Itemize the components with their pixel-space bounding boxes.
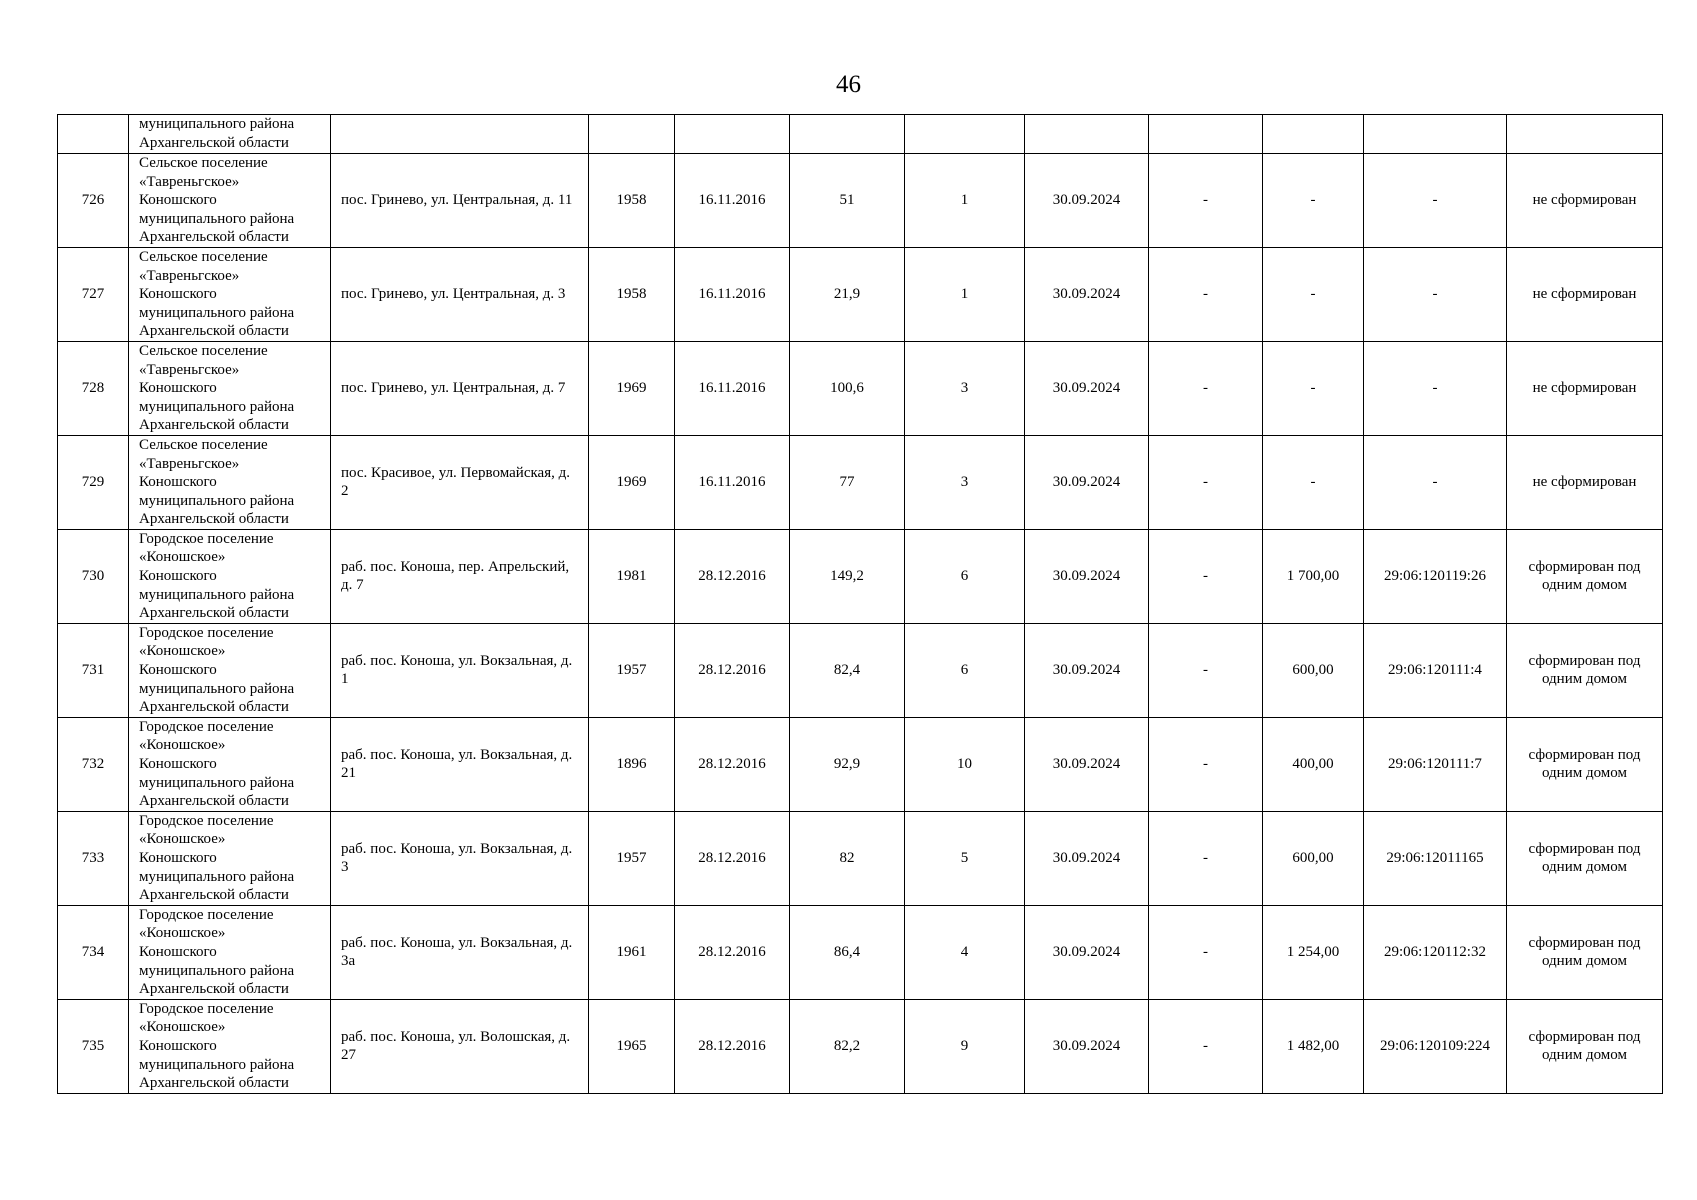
cell-address: пос. Гринево, ул. Центральная, д. 7 [331, 341, 589, 435]
cell-num: 734 [58, 905, 129, 999]
owner-line: Коношского [139, 192, 217, 209]
cell-owner [129, 623, 331, 717]
cell-area: 82,2 [790, 999, 905, 1093]
cell-year: 1957 [589, 811, 675, 905]
cell-owner [129, 115, 331, 154]
cell-deadline: 30.09.2024 [1025, 341, 1149, 435]
cell-land-area: 1 700,00 [1263, 529, 1364, 623]
cell-col9: - [1149, 247, 1263, 341]
cell-residents: 6 [905, 529, 1025, 623]
cell-land-area: 1 254,00 [1263, 905, 1364, 999]
cell-cadastral: 29:06:120109:224 [1364, 999, 1507, 1093]
owner-line: «Тавреньгское» [139, 267, 240, 284]
cell-land-area: - [1263, 341, 1364, 435]
cell-year: 1981 [589, 529, 675, 623]
table-row [58, 247, 1663, 341]
cell-num [58, 115, 129, 154]
owner-line: муниципального района [139, 116, 295, 133]
owner-line: «Коношское» [139, 925, 226, 942]
owner-line: «Коношское» [139, 643, 226, 660]
owner-line: Городское поселение [139, 906, 274, 923]
cell-cadastral: - [1364, 435, 1507, 529]
cell-recognition-date: 16.11.2016 [675, 247, 790, 341]
cell-year: 1965 [589, 999, 675, 1093]
cell-address: раб. пос. Коноша, ул. Волошская, д. 27 [331, 999, 589, 1093]
cell-col9: - [1149, 341, 1263, 435]
table-row [58, 154, 1663, 248]
cell-year: 1969 [589, 341, 675, 435]
cell-residents: 4 [905, 905, 1025, 999]
owner-line: Архангельской области [139, 605, 289, 622]
cell-cadastral: 29:06:120112:32 [1364, 905, 1507, 999]
cell-col9: - [1149, 435, 1263, 529]
cell-address: раб. пос. Коноша, ул. Вокзальная, д. 21 [331, 717, 589, 811]
owner-line: Коношского [139, 1037, 217, 1054]
owner-line: муниципального района [139, 1056, 295, 1073]
table-row [58, 717, 1663, 811]
owner-line: Архангельской области [139, 511, 289, 528]
cell-num: 732 [58, 717, 129, 811]
owner-line: «Коношское» [139, 1019, 226, 1036]
cell-recognition-date: 28.12.2016 [675, 623, 790, 717]
cell-area: 86,4 [790, 905, 905, 999]
owner-line: Сельское поселение [139, 248, 268, 265]
owner-line: «Коношское» [139, 831, 226, 848]
cell-year: 1958 [589, 247, 675, 341]
cell-land-area: - [1263, 154, 1364, 248]
owner-line: Коношского [139, 943, 217, 960]
cell-address: раб. пос. Коноша, ул. Вокзальная, д. 3 [331, 811, 589, 905]
cell-num: 729 [58, 435, 129, 529]
cell-col9: - [1149, 811, 1263, 905]
owner-line: Городское поселение [139, 1000, 274, 1017]
owner-line: Коношского [139, 756, 217, 772]
cell-deadline: 30.09.2024 [1025, 811, 1149, 905]
cell-year: 1969 [589, 435, 675, 529]
owner-line: Архангельской области [139, 323, 289, 340]
table-row [58, 811, 1663, 905]
cell-recognition-date: 28.12.2016 [675, 811, 790, 905]
cell-address: раб. пос. Коноша, пер. Апрельский, д. 7 [331, 529, 589, 623]
cell-recognition-date: 28.12.2016 [675, 905, 790, 999]
owner-line: муниципального района [139, 398, 295, 415]
cell-area: 51 [790, 154, 905, 248]
cell-residents: 3 [905, 341, 1025, 435]
cell-recognition-date: 16.11.2016 [675, 435, 790, 529]
owner-line: муниципального района [139, 868, 295, 885]
cell-num: 726 [58, 154, 129, 248]
cell-cadastral: - [1364, 341, 1507, 435]
cell-col9: - [1149, 905, 1263, 999]
cell-col9: - [1149, 154, 1263, 248]
cell-cadastral: - [1364, 154, 1507, 248]
owner-line: Городское поселение [139, 530, 274, 547]
table-row [58, 435, 1663, 529]
cell-residents: 10 [905, 717, 1025, 811]
cell-recognition-date: 28.12.2016 [675, 529, 790, 623]
cell-land-status [1507, 115, 1663, 154]
cell-land-status: сформирован под одним домом [1507, 811, 1663, 905]
owner-line: Городское поселение [139, 812, 274, 829]
owner-line: Архангельской области [139, 1075, 289, 1092]
cell-address: раб. пос. Коноша, ул. Вокзальная, д. 1 [331, 623, 589, 717]
owner-line: «Коношское» [139, 549, 226, 566]
owner-line: Сельское поселение [139, 342, 268, 359]
cell-owner [129, 247, 331, 341]
cell-cadastral: - [1364, 247, 1507, 341]
housing-registry-table [57, 114, 1663, 1094]
cell-deadline: 30.09.2024 [1025, 623, 1149, 717]
cell-residents: 3 [905, 435, 1025, 529]
cell-area [790, 115, 905, 154]
cell-owner [129, 999, 331, 1093]
cell-area: 82,4 [790, 623, 905, 717]
owner-line: Сельское поселение [139, 436, 268, 453]
cell-cadastral: 29:06:120111:4 [1364, 623, 1507, 717]
cell-address: пос. Гринево, ул. Центральная, д. 11 [331, 154, 589, 248]
cell-deadline: 30.09.2024 [1025, 999, 1149, 1093]
cell-year: 1958 [589, 154, 675, 248]
owner-line: Архангельской области [139, 417, 289, 434]
cell-land-status: сформирован под одним домом [1507, 905, 1663, 999]
owner-line: Сельское поселение [139, 155, 268, 171]
cell-col9: - [1149, 717, 1263, 811]
page-number: 46 [836, 71, 861, 98]
cell-residents: 1 [905, 154, 1025, 248]
owner-line: Архангельской области [139, 887, 289, 904]
cell-recognition-date: 16.11.2016 [675, 154, 790, 248]
owner-line: муниципального района [139, 210, 295, 227]
owner-line: Архангельской области [139, 229, 289, 246]
cell-land-area: 600,00 [1263, 811, 1364, 905]
cell-year: 1896 [589, 717, 675, 811]
cell-area: 21,9 [790, 247, 905, 341]
cell-land-status: не сформирован [1507, 341, 1663, 435]
cell-land-status: сформирован под одним домом [1507, 529, 1663, 623]
cell-residents: 1 [905, 247, 1025, 341]
cell-owner [129, 435, 331, 529]
cell-deadline: 30.09.2024 [1025, 435, 1149, 529]
cell-num: 733 [58, 811, 129, 905]
owner-line: «Коношское» [139, 737, 226, 754]
cell-col9: - [1149, 529, 1263, 623]
owner-line: Архангельской области [139, 793, 289, 810]
cell-address: пос. Гринево, ул. Центральная, д. 3 [331, 247, 589, 341]
cell-num: 727 [58, 247, 129, 341]
cell-land-area [1263, 115, 1364, 154]
cell-recognition-date: 28.12.2016 [675, 717, 790, 811]
cell-land-status: сформирован под одним домом [1507, 623, 1663, 717]
owner-line: Коношского [139, 849, 217, 866]
cell-col9 [1149, 115, 1263, 154]
owner-line: Городское поселение [139, 718, 274, 735]
owner-line: муниципального района [139, 680, 295, 697]
cell-owner [129, 529, 331, 623]
cell-area: 92,9 [790, 717, 905, 811]
cell-recognition-date: 16.11.2016 [675, 341, 790, 435]
cell-owner [129, 811, 331, 905]
cell-num: 728 [58, 341, 129, 435]
cell-land-area: 1 482,00 [1263, 999, 1364, 1093]
cell-land-status: не сформирован [1507, 435, 1663, 529]
cell-residents: 9 [905, 999, 1025, 1093]
owner-line: муниципального района [139, 962, 295, 979]
owner-line: муниципального района [139, 586, 295, 603]
cell-cadastral: 29:06:120111:7 [1364, 717, 1507, 811]
cell-land-status: не сформирован [1507, 154, 1663, 248]
owner-line: муниципального района [139, 774, 295, 791]
cell-num: 731 [58, 623, 129, 717]
cell-area: 149,2 [790, 529, 905, 623]
cell-recognition-date: 28.12.2016 [675, 999, 790, 1093]
cell-land-area: - [1263, 247, 1364, 341]
cell-residents: 5 [905, 811, 1025, 905]
cell-deadline: 30.09.2024 [1025, 154, 1149, 248]
cell-owner [129, 341, 331, 435]
cell-year [589, 115, 675, 154]
owner-line: муниципального района [139, 304, 295, 321]
cell-deadline [1025, 115, 1149, 154]
cell-area: 100,6 [790, 341, 905, 435]
owner-line: «Тавреньгское» [139, 361, 240, 378]
cell-address: раб. пос. Коноша, ул. Вокзальная, д. 3а [331, 905, 589, 999]
cell-cadastral: 29:06:12011165 [1364, 811, 1507, 905]
cell-owner [129, 717, 331, 811]
table-body [58, 115, 1663, 1094]
continuation-row [58, 115, 1663, 154]
cell-address: пос. Красивое, ул. Первомайская, д. 2 [331, 435, 589, 529]
cell-cadastral: 29:06:120119:26 [1364, 529, 1507, 623]
owner-line: Архангельской области [139, 981, 289, 998]
cell-land-status: сформирован под одним домом [1507, 999, 1663, 1093]
cell-year: 1961 [589, 905, 675, 999]
owner-line: Коношского [139, 380, 217, 397]
owner-line: «Тавреньгское» [139, 455, 240, 472]
cell-num: 730 [58, 529, 129, 623]
cell-residents: 6 [905, 623, 1025, 717]
owner-line: Коношского [139, 568, 217, 585]
table-row [58, 529, 1663, 623]
cell-deadline: 30.09.2024 [1025, 717, 1149, 811]
cell-col9: - [1149, 999, 1263, 1093]
cell-land-status: не сформирован [1507, 247, 1663, 341]
owner-line: Архангельской области [139, 135, 289, 151]
table-row [58, 999, 1663, 1093]
owner-line: Коношского [139, 662, 217, 679]
cell-land-area: 400,00 [1263, 717, 1364, 811]
cell-deadline: 30.09.2024 [1025, 247, 1149, 341]
cell-residents [905, 115, 1025, 154]
cell-land-area: 600,00 [1263, 623, 1364, 717]
cell-deadline: 30.09.2024 [1025, 905, 1149, 999]
owner-line: Архангельской области [139, 699, 289, 716]
cell-deadline: 30.09.2024 [1025, 529, 1149, 623]
owner-line: «Тавреньгское» [139, 173, 240, 190]
cell-cadastral [1364, 115, 1507, 154]
table-row [58, 905, 1663, 999]
owner-line: Городское поселение [139, 624, 274, 641]
cell-year: 1957 [589, 623, 675, 717]
cell-owner [129, 905, 331, 999]
cell-num: 735 [58, 999, 129, 1093]
cell-col9: - [1149, 623, 1263, 717]
table-row [58, 623, 1663, 717]
cell-owner [129, 154, 331, 248]
owner-line: Коношского [139, 474, 217, 491]
cell-land-status: сформирован под одним домом [1507, 717, 1663, 811]
owner-line: муниципального района [139, 492, 295, 509]
owner-line: Коношского [139, 286, 217, 303]
cell-area: 82 [790, 811, 905, 905]
cell-recognition-date [675, 115, 790, 154]
cell-area: 77 [790, 435, 905, 529]
cell-land-area: - [1263, 435, 1364, 529]
cell-address [331, 115, 589, 154]
table-row [58, 341, 1663, 435]
